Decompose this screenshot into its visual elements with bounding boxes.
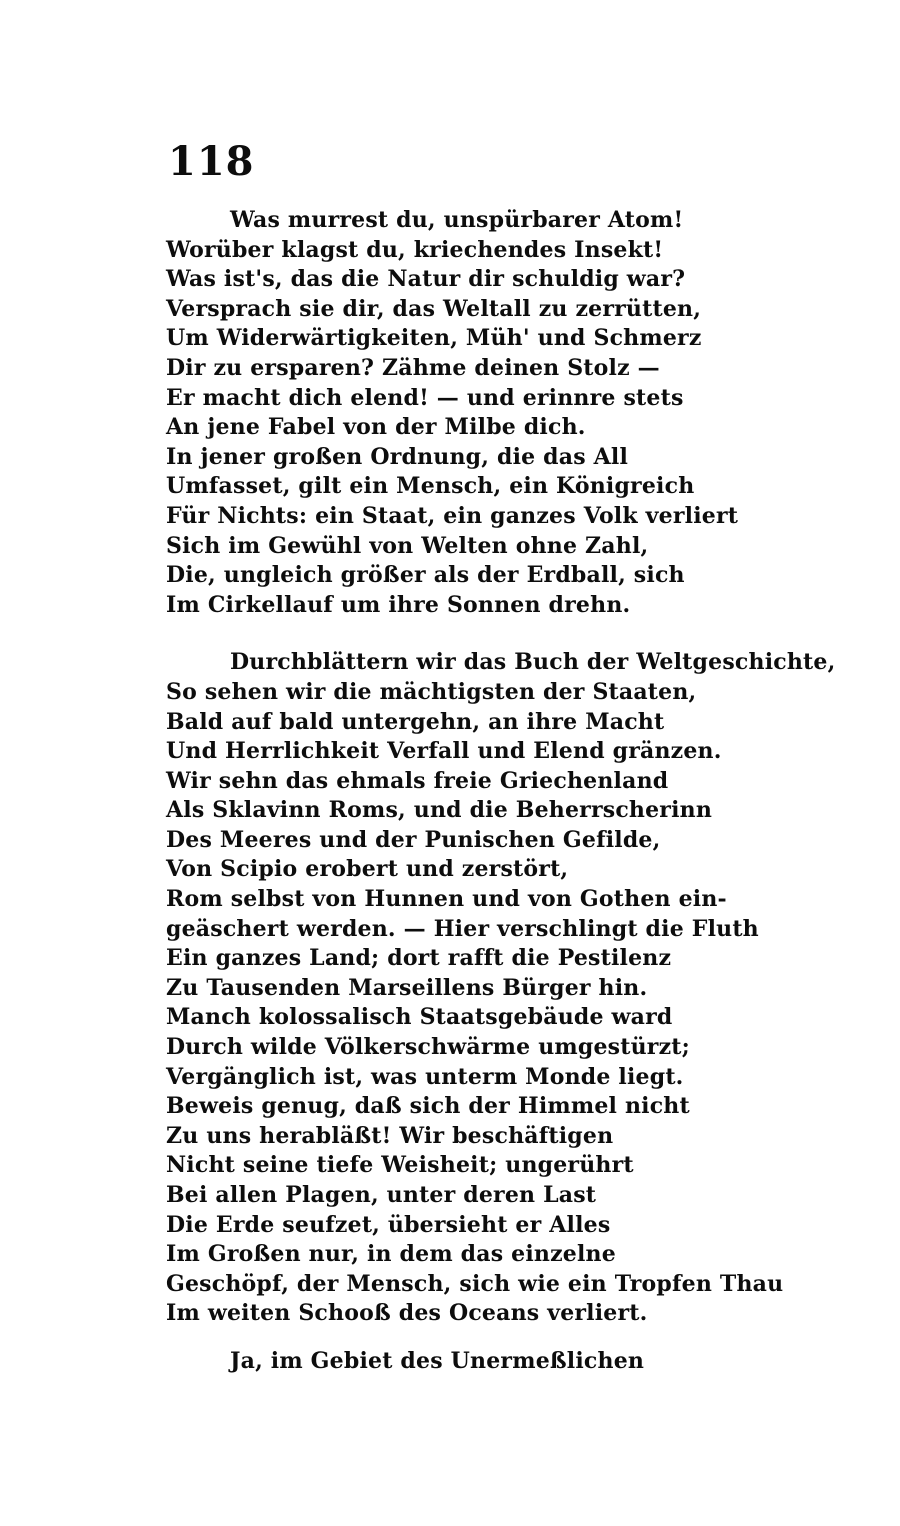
verse-line: Von Scipio erobert und zerstört, xyxy=(166,856,569,883)
verse-line: Die Erde seufzet, übersieht er Alles xyxy=(166,1211,611,1238)
stanza xyxy=(166,648,836,1329)
verse-line: Um Widerwärtigkeiten, Müh' und Schmerz xyxy=(166,325,702,352)
verse-line: So sehen wir die mächtigsten der Staaten, xyxy=(166,678,697,705)
verse-line: Durch wilde Völkerschwärme umgestürzt; xyxy=(166,1034,690,1061)
verse-line: Was murrest du, unspürbarer Atom! xyxy=(230,207,684,233)
verse-line: Für Nichts: ein Staat, ein ganzes Volk verliert xyxy=(166,502,739,529)
stanza-gap xyxy=(166,1329,826,1347)
verse-line: Als Sklavinn Roms, und die Beherrscherinn xyxy=(166,797,713,824)
verse-line: Im Cirkellauf um ihre Sonnen drehn. xyxy=(166,591,631,618)
verse-line: In jener großen Ordnung, die das All xyxy=(166,443,629,470)
verse-line: Geschöpf, der Mensch, sich wie ein Tropfen Thau xyxy=(166,1270,784,1297)
verse-line: Zu uns herabläßt! Wir beschäftigen xyxy=(166,1122,614,1149)
verse-line: Ein ganzes Land; dort rafft die Pestilenz xyxy=(166,945,672,972)
stanza-gap xyxy=(166,620,826,648)
verse-line: Umfasset, gilt ein Mensch, ein Königreich xyxy=(166,473,695,500)
verse-line: Wir sehn das ehmals freie Griechenland xyxy=(166,767,669,794)
verse-line: Durchblättern wir das Buch der Weltgeschichte, xyxy=(230,649,836,676)
verse-line: Manch kolossalisch Staatsgebäude ward xyxy=(166,1004,673,1031)
verse-line: Des Meeres und der Punischen Gefilde, xyxy=(166,826,661,853)
page-number: 118 xyxy=(168,138,255,185)
verse-line: Was ist's, das die Natur dir schuldig war? xyxy=(166,266,686,293)
verse-line: Sich im Gewühl von Welten ohne Zahl, xyxy=(166,532,649,559)
verse-line: Im Großen nur, in dem das einzelne xyxy=(166,1241,616,1268)
verse-line: Dir zu ersparen? Zähme deinen Stolz — xyxy=(166,354,660,381)
verse-line: Bald auf bald untergehn, an ihre Macht xyxy=(166,708,665,735)
verse-line: Versprach sie dir, das Weltall zu zerrütten, xyxy=(166,295,702,322)
verse-line: Im weiten Schooß des Oceans verliert. xyxy=(166,1300,648,1327)
poem-text xyxy=(166,206,836,1377)
verse-line: geäschert werden. — Hier verschlingt die Fluth xyxy=(166,915,759,942)
verse-line: Und Herrlichkeit Verfall und Elend gränzen. xyxy=(166,738,722,765)
verse-line: Bei allen Plagen, unter deren Last xyxy=(166,1182,597,1208)
stanza xyxy=(166,1347,826,1377)
verse-line: Er macht dich elend! — und erinnre stets xyxy=(166,384,684,411)
verse-line: Rom selbst von Hunnen und von Gothen ein- xyxy=(166,886,727,913)
verse-line: Nicht seine tiefe Weisheit; ungerührt xyxy=(166,1152,634,1179)
verse-line: Ja, im Gebiet des Unermeßlichen xyxy=(230,1347,645,1374)
verse-line: Vergänglich ist, was unterm Monde liegt. xyxy=(166,1063,684,1090)
stanza xyxy=(166,206,826,620)
verse-line: Die, ungleich größer als der Erdball, sich xyxy=(166,562,685,589)
verse-line: Beweis genug, daß sich der Himmel nicht xyxy=(166,1093,690,1120)
verse-line: Zu Tausenden Marseillens Bürger hin. xyxy=(166,974,648,1001)
verse-line: Worüber klagst du, kriechendes Insekt! xyxy=(166,236,664,263)
verse-line: An jene Fabel von der Milbe dich. xyxy=(166,414,586,441)
